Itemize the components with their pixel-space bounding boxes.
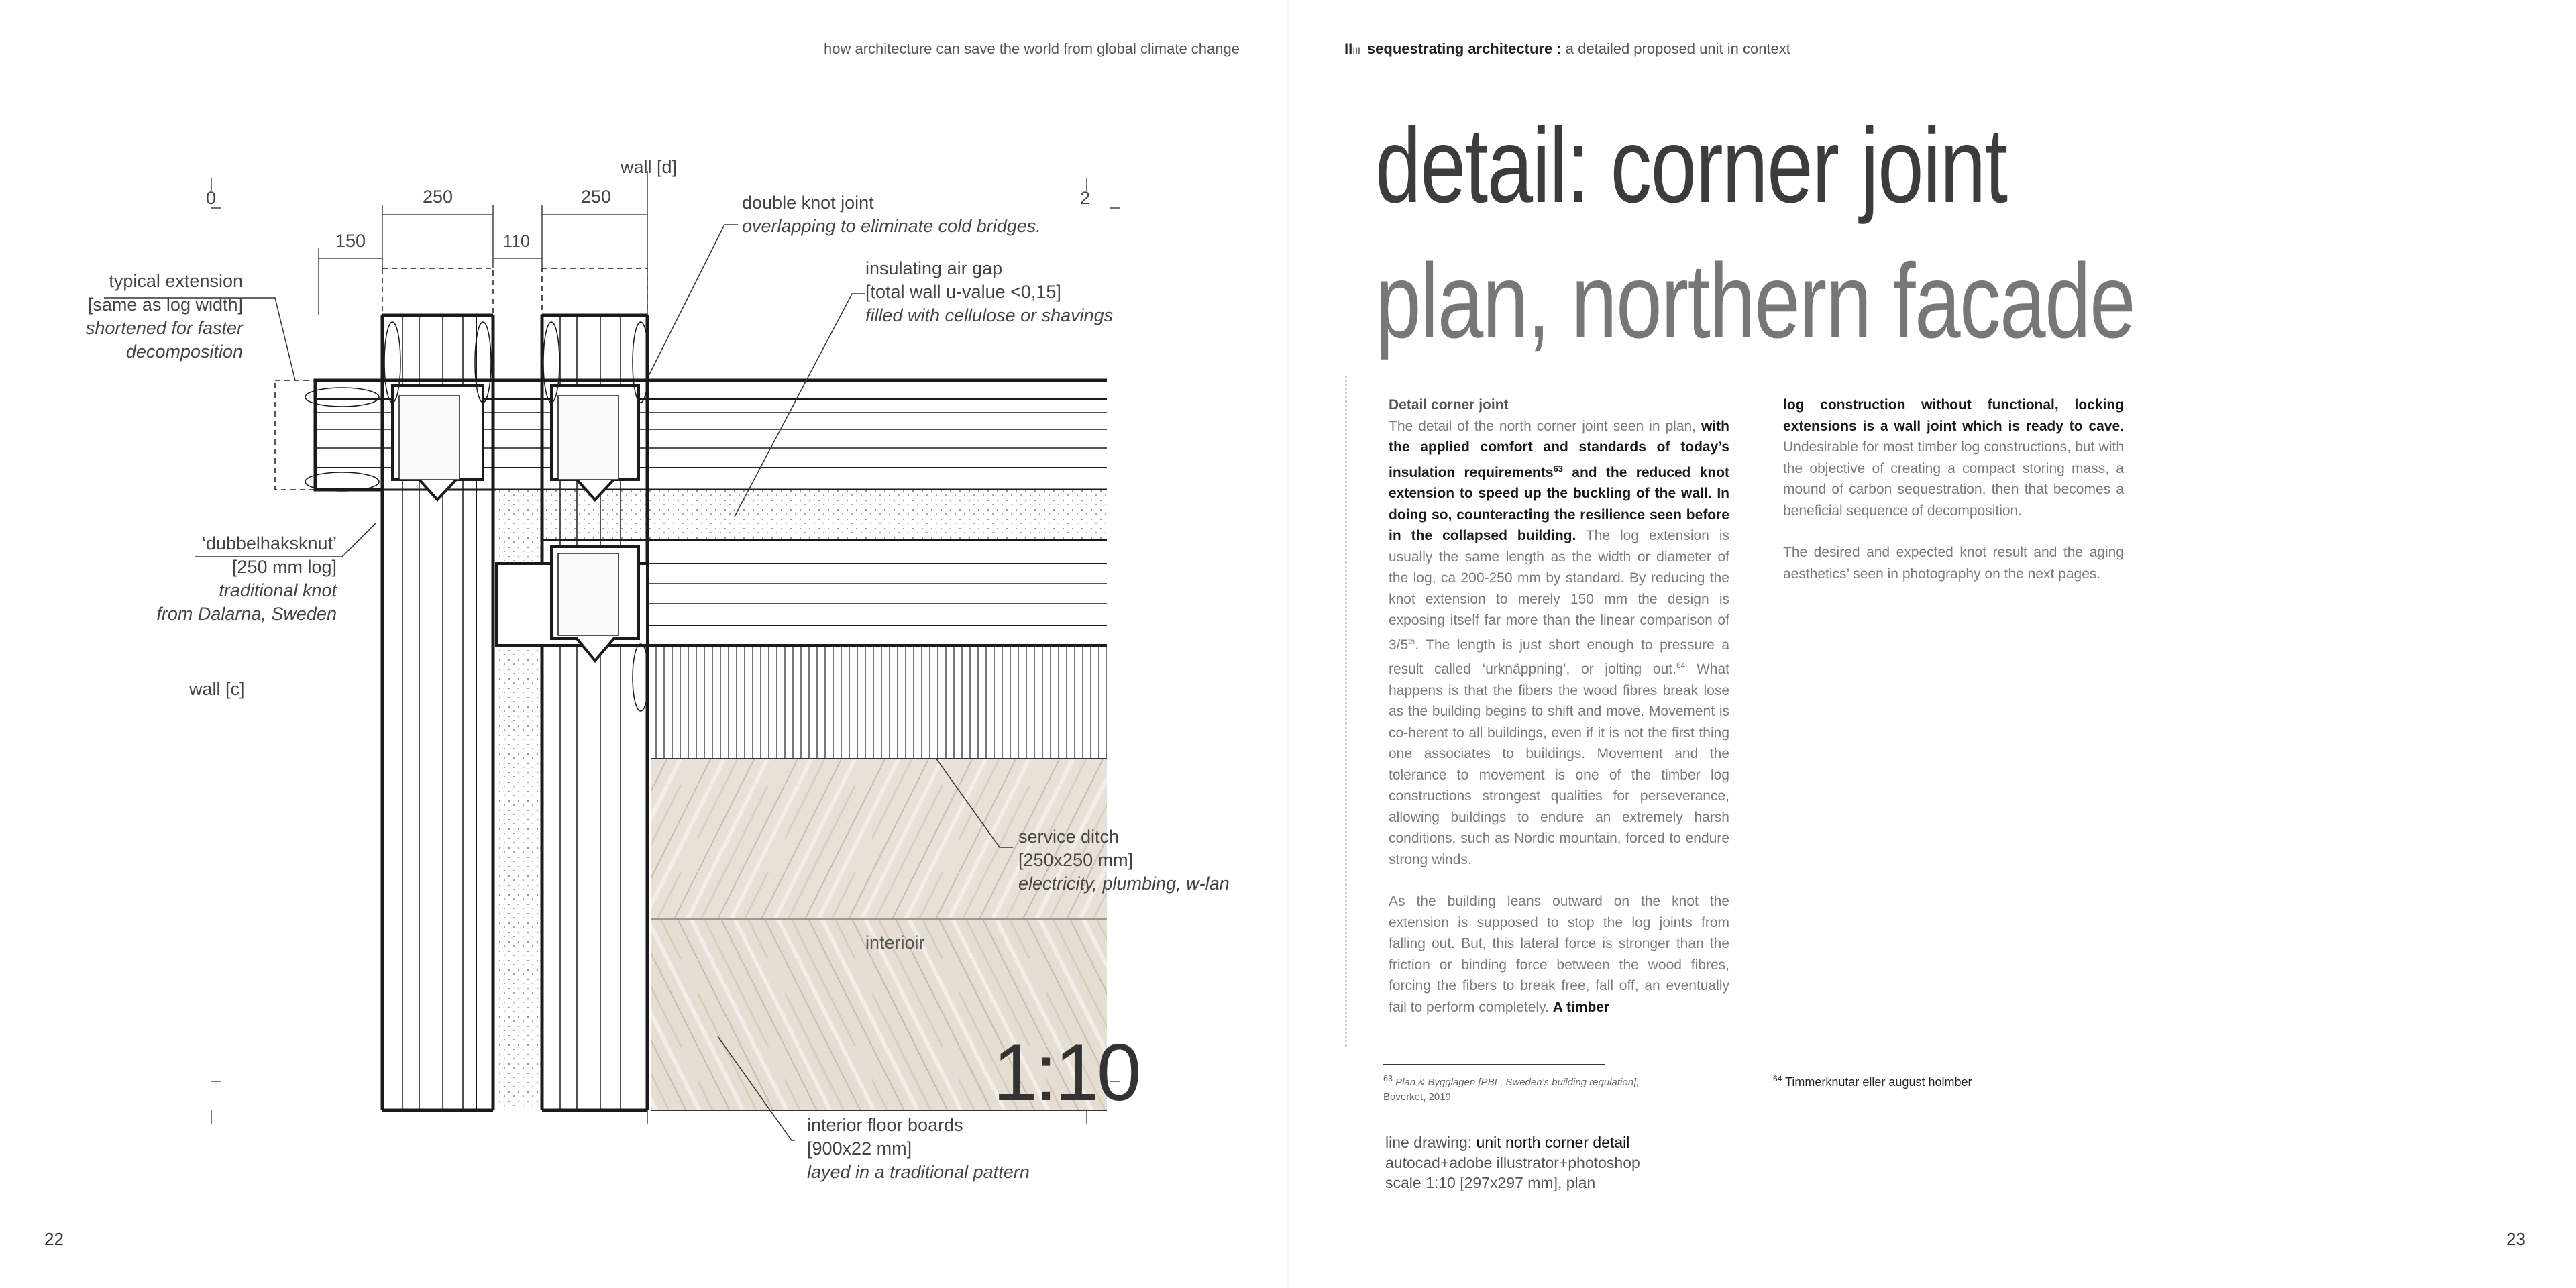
dim-two: 2 — [1080, 188, 1091, 208]
label-double-knot — [742, 191, 1041, 238]
knot-desc-1: traditional knot — [219, 580, 337, 600]
para1-lead: The detail of the north corner joint seen in plan, — [1389, 418, 1697, 434]
footnote-63-number: 63 — [1383, 1074, 1393, 1083]
extension-desc-2: decomposition — [125, 341, 243, 362]
para1-rest3: What happens is that the fibers the wood fibres break lose as the building begins to shift and move. Movement is co-herent to all buildings, even if it is not the first thing one associates to buildings. Movement and the tolerance to movement is one of the timber log constructions strongest qualities for perseverance, allowing buildings to endure an extremely harsh conditions, such as Nordic mountain, forced to endure strong winds. — [1389, 661, 1729, 867]
para1-rest2: . The length is just short enough to pressure a result called ‘urknäppning’, or jolting out. — [1389, 637, 1729, 677]
dim-150: 150 — [335, 231, 366, 251]
col2-para1: Undesirable for most timber log constructions, but with the objective of creating a compact storing mass, a mound of carbon sequestration, then that becomes a beneficial sequence of decomposition. — [1783, 439, 2124, 519]
article-column-1 — [1389, 394, 1729, 1038]
credits-software: autocad+adobe illustrator+photoshop — [1385, 1154, 1640, 1171]
footnote-63-publisher: Boverket, 2019 — [1383, 1091, 1451, 1103]
page-title: detail: corner joint — [1375, 107, 2007, 225]
air-gap-value: [total wall u-value <0,15] — [865, 282, 1061, 302]
floor-desc: layed in a traditional pattern — [807, 1162, 1030, 1182]
para2-bold: A timber — [1552, 999, 1610, 1015]
dim-110: 110 — [503, 232, 530, 251]
footnote-64-text: Timmerknutar eller august holmber — [1785, 1075, 1972, 1089]
page-number-left: 22 — [44, 1229, 64, 1249]
credits-title: unit north corner detail — [1476, 1134, 1630, 1151]
footnote-64 — [1773, 1074, 1972, 1089]
footnote-ref-64: 64 — [1676, 661, 1686, 670]
label-air-gap — [865, 257, 1113, 327]
service-value: [250x250 mm] — [1018, 850, 1134, 870]
credits-scale: scale 1:10 [297x297 mm], plan — [1385, 1174, 1596, 1191]
para1-bold: with the applied comfort and standards of today’s insulation requirements — [1389, 418, 1729, 480]
extension-title: typical extension — [109, 271, 243, 291]
dim-250-b: 250 — [581, 186, 612, 207]
air-gap-desc: filled with cellulose or shavings — [865, 305, 1114, 325]
footnote-ref-63: 63 — [1553, 463, 1563, 474]
service-title: service ditch — [1018, 826, 1120, 847]
double-knot-desc: overlapping to eliminate cold bridges. — [742, 216, 1041, 236]
chapter-subtitle: a detailed proposed unit in context — [1565, 40, 1790, 57]
article-column-2 — [1783, 394, 2124, 605]
para1-bold2: and the reduced knot extension to speed up the buckling of the wall. In doing so, counteracting the resilience seen before in the collapsed building. — [1389, 464, 1730, 543]
label-wall-d: wall [d] — [621, 157, 678, 177]
knot-title: ‘dubbelhaksknut’ — [201, 533, 337, 553]
footnote-63 — [1383, 1071, 1732, 1105]
credits-label: line drawing: — [1385, 1134, 1472, 1151]
footnote-63-source: Plan & Bygglagen [PBL, Sweden’s building regulation], — [1395, 1077, 1640, 1088]
book-spine — [1287, 0, 1289, 1288]
footnote-64-number: 64 — [1773, 1074, 1782, 1083]
knot-value: [250 mm log] — [231, 557, 337, 577]
air-gap-title: insulating air gap — [865, 258, 1003, 278]
log-extension — [275, 380, 382, 491]
col2-para2: The desired and expected knot result and the aging aesthetics’ seen in photography on the next pages. — [1783, 545, 2124, 582]
scale-label: 1:10 — [993, 1028, 1139, 1118]
page-number-right: 23 — [2506, 1229, 2526, 1249]
double-knot-title: double knot joint — [742, 193, 874, 213]
footnote-rule — [1383, 1064, 1605, 1065]
label-knot — [101, 532, 337, 626]
margin-guide — [1345, 376, 1347, 1046]
para2: As the building leans outward on the knot the extension is supposed to stop the log joints from falling out. But, this lateral force is stronger than the friction or binding force between the wood fibres, forcing the fibers to break free, fall off, an eventually fail to perform completely. — [1389, 894, 1729, 1015]
col2-bold: log construction without functional, locking extensions is a wall joint which is ready to cave. — [1783, 397, 2124, 434]
running-header-right: IIIII sequestrating architecture : a detailed proposed unit in context — [1344, 40, 1790, 57]
drawing-credits — [1385, 1132, 1640, 1193]
page-subtitle: plan, northern facade — [1375, 242, 2135, 360]
label-service-ditch — [1018, 825, 1230, 896]
chapter-mark: II — [1344, 40, 1353, 57]
para1-rest: The log extension is usually the same length as the width or diameter of the log, ca 200-250 mm by standard. By reducing the knot extension to merely 150 mm the design is exposing itself far more than the linear comparison of 3/5 — [1389, 528, 1729, 653]
extension-value: [same as log width] — [87, 294, 243, 315]
floor-value: [900x22 mm] — [807, 1138, 912, 1159]
chapter-title: sequestrating architecture : — [1366, 40, 1562, 57]
dim-250-a: 250 — [423, 186, 453, 207]
extension-desc-1: shortened for faster — [85, 318, 243, 338]
article-heading: Detail corner joint — [1389, 397, 1509, 413]
label-floor-boards — [807, 1114, 1030, 1184]
knot-desc-2: from Dalarna, Sweden — [156, 604, 337, 624]
sup-th: th — [1408, 636, 1415, 646]
dim-zero: 0 — [206, 188, 217, 208]
label-extension — [67, 270, 243, 364]
service-desc: electricity, plumbing, w-lan — [1018, 873, 1230, 894]
label-interior: interioir — [865, 932, 925, 953]
running-header-left: how architecture can save the world from global climate change — [824, 40, 1240, 57]
label-wall-c: wall [c] — [189, 679, 245, 699]
floor-title: interior floor boards — [807, 1115, 963, 1135]
service-ditch — [651, 647, 1107, 758]
